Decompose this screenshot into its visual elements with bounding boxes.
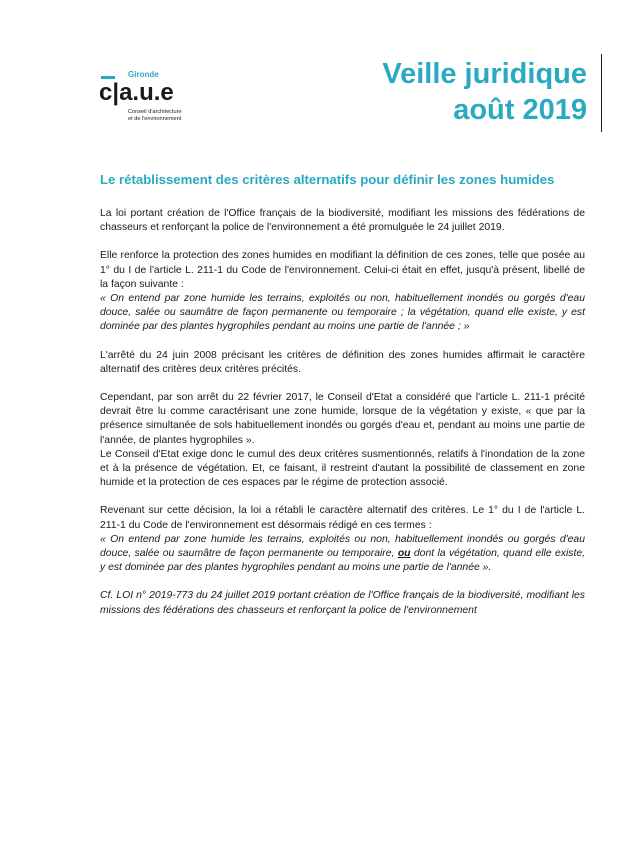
quote-2-part-b: dont la végétation, quand elle existe, y est dominée par des plantes hygrophiles pendant au moins une partie de l'année ».	[100, 548, 585, 574]
quote-2-part-a: « On entend par zone humide les terrains, exploités ou non, habituellement inondés ou gorgés d'eau douce, salée ou saumâtre de façon permanente ou temporaire,	[100, 533, 585, 560]
logo-subtitle-line1: Conseil d'architecture	[128, 109, 182, 115]
paragraph-4	[100, 391, 585, 490]
quote-2-emphasis: ou	[397, 548, 411, 560]
paragraph-4b: Le Conseil d'Etat exige donc le cumul des deux critères susmentionnés, relatifs à l'inondation de la zone et à la présence de végétation. Et, ce faisant, il restreint d'autant la possibilité de classement en zone humide et la protection de ces espaces par le régime de protection associé.	[100, 448, 585, 489]
logo-subtitle-line2: et de l'environnement	[128, 116, 182, 122]
caue-logo	[99, 68, 209, 132]
paragraph-4a: Cependant, par son arrêt du 22 février 2017, le Conseil d'Etat a considéré que l'article L. 211-1 précité devrait être lu comme caractérisant une zone humide, lorsque de la végétation y existe, « que par la présence simultanée de sols habituellement inondés ou gorgés d'eau et, pendant au moins une partie de l'année, de plantes hygrophiles ».	[100, 392, 585, 446]
paragraph-5	[100, 504, 585, 575]
page-title	[382, 56, 587, 128]
page-title-line1: Veille juridique	[382, 58, 587, 90]
paragraph-2-text: Elle renforce la protection des zones humides en modifiant la définition de ces zones, telle que posée au 1° du I de l'article L. 211-1 du Code de l'environnement. Celui-ci était en effet, jusqu'à présent, libellé de la façon suivante :	[100, 250, 585, 290]
paragraph-3: L'arrêté du 24 juin 2008 précisant les critères de définition des zones humides affirmait le caractère alternatif des critères deux critères précités.	[100, 349, 585, 375]
article-body	[100, 172, 585, 628]
quote-1: « On entend par zone humide les terrains, exploités ou non, habituellement inondés ou gorgés d'eau douce, salée ou saumâtre de façon permanente ou temporaire ; la végétation, quand elle existe, y est dominée par des plantes hygrophiles pendant au moins une partie de l'année ; »	[100, 293, 585, 333]
logo-region: Gironde	[128, 70, 159, 79]
paragraph-5-text: Revenant sur cette décision, la loi a rétabli le caractère alternatif des critères. Le 1° du I de l'article L. 211-1 du Code de l'environnement est désormais rédigé en ces termes :	[100, 505, 585, 531]
page-title-line2: août 2019	[453, 94, 587, 126]
legal-reference: Cf. LOI n° 2019-773 du 24 juillet 2019 portant création de l'Office français de la biodiversité, modifiant les missions des fédérations des chasseurs et renforçant la police de l'environnement	[100, 590, 585, 616]
quote-2	[100, 533, 585, 576]
article-title: Le rétablissement des critères alternatifs pour définir les zones humides	[100, 172, 555, 187]
header-divider	[601, 54, 602, 132]
logo-mark: c|a.u.e	[99, 79, 174, 106]
paragraph-1: La loi portant création de l'Office français de la biodiversité, modifiant les missions des fédérations de chasseurs et renforçant la police de l'environnement a été promulguée le 24 juillet 2019.	[100, 208, 585, 234]
paragraph-2	[100, 249, 585, 334]
